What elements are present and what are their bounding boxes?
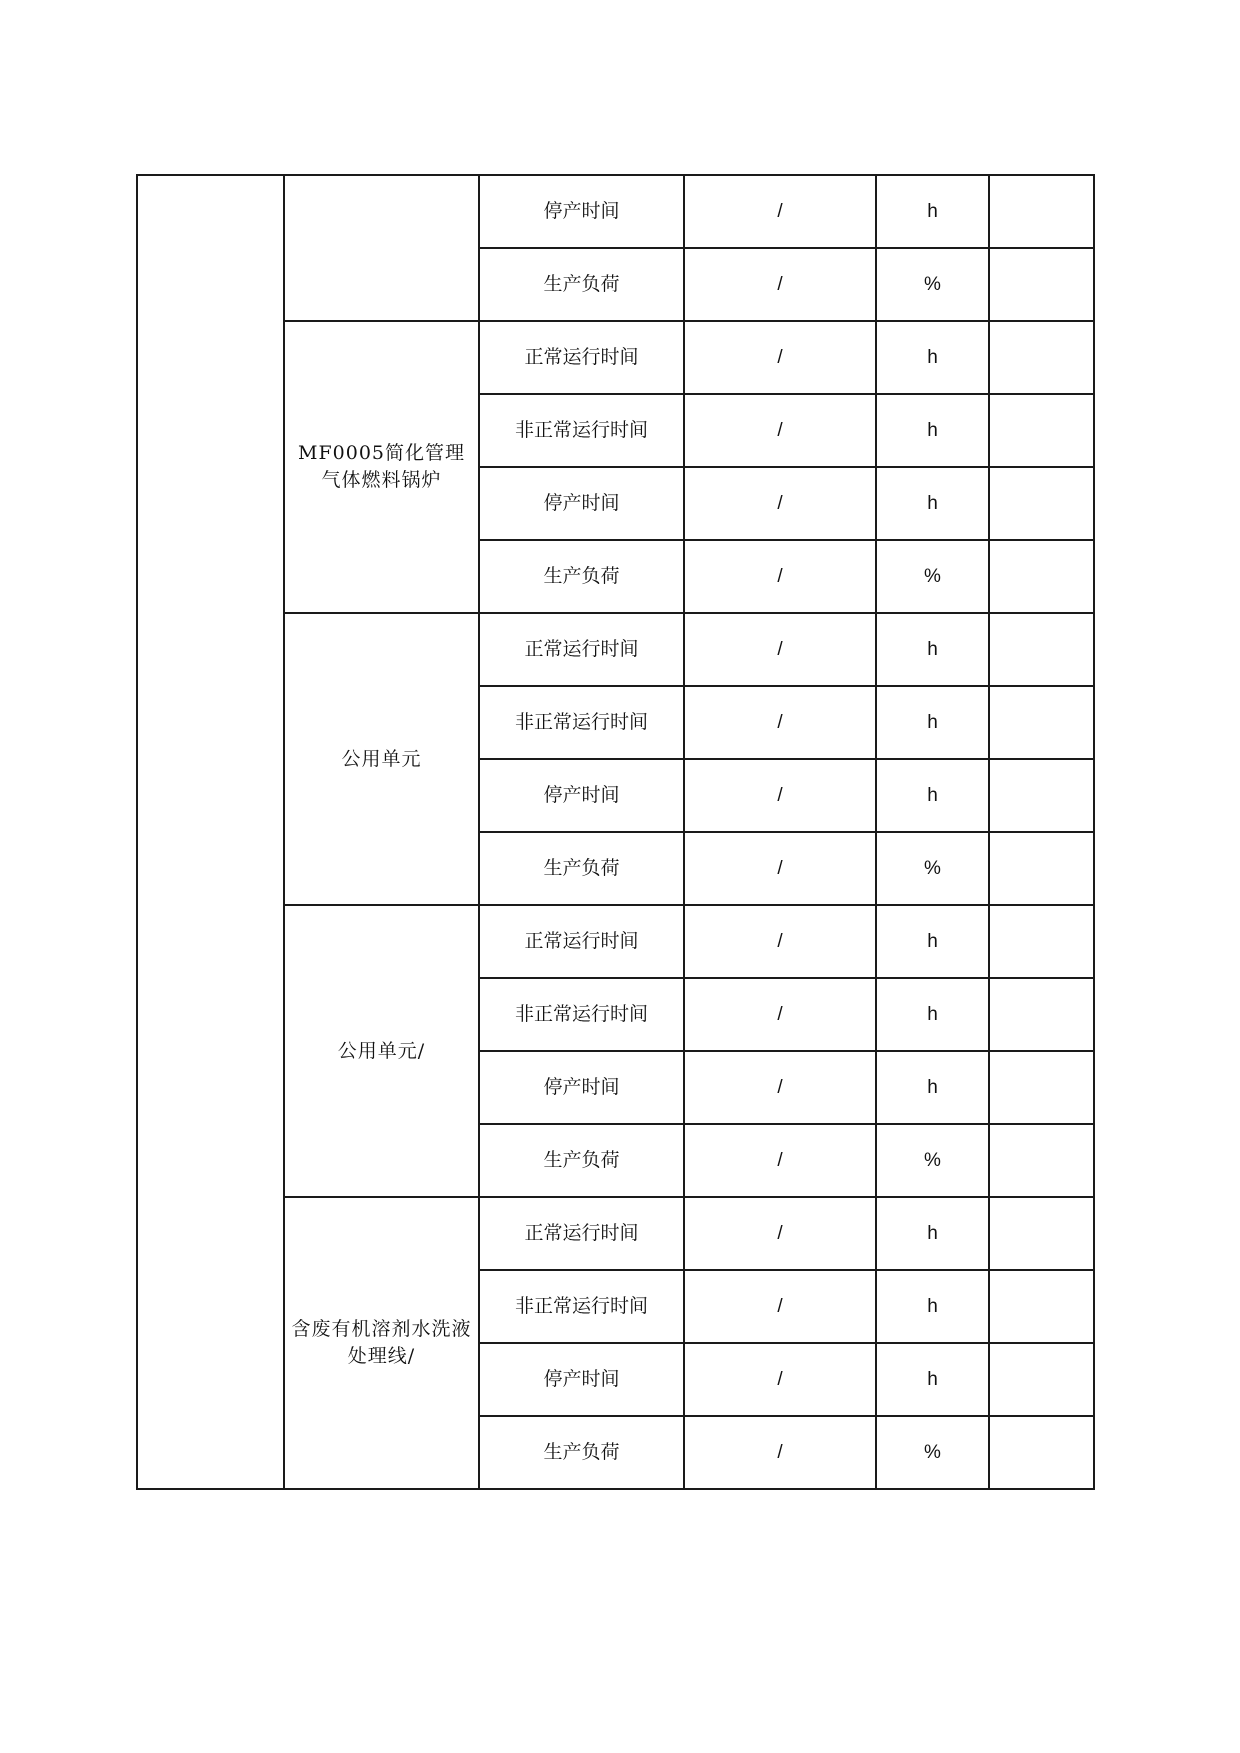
value-cell: / xyxy=(684,1416,876,1489)
metric-cell: 停产时间 xyxy=(479,1051,684,1124)
unit-name-cell xyxy=(284,321,479,613)
value-cell: / xyxy=(684,686,876,759)
unit-cell: h xyxy=(876,321,989,394)
unit-cell: h xyxy=(876,394,989,467)
unit-cell: h xyxy=(876,1197,989,1270)
metric-cell: 非正常运行时间 xyxy=(479,978,684,1051)
note-cell xyxy=(989,394,1094,467)
unit-cell: h xyxy=(876,175,989,248)
metric-cell: 停产时间 xyxy=(479,759,684,832)
unit-cell: h xyxy=(876,686,989,759)
unit-cell: h xyxy=(876,613,989,686)
unit-cell: % xyxy=(876,1124,989,1197)
unit-cell: h xyxy=(876,978,989,1051)
unit-cell: h xyxy=(876,467,989,540)
value-cell: / xyxy=(684,832,876,905)
note-cell xyxy=(989,467,1094,540)
value-cell: / xyxy=(684,1270,876,1343)
value-cell: / xyxy=(684,1051,876,1124)
note-cell xyxy=(989,1197,1094,1270)
category-cell xyxy=(137,175,284,1489)
metric-cell: 正常运行时间 xyxy=(479,1197,684,1270)
note-cell xyxy=(989,321,1094,394)
unit-name-cell xyxy=(284,175,479,321)
unit-cell: % xyxy=(876,248,989,321)
note-cell xyxy=(989,613,1094,686)
unit-cell: h xyxy=(876,759,989,832)
note-cell xyxy=(989,175,1094,248)
metric-cell: 生产负荷 xyxy=(479,1416,684,1489)
operation-status-table xyxy=(136,174,1095,1490)
value-cell: / xyxy=(684,978,876,1051)
value-cell: / xyxy=(684,394,876,467)
unit-name-text: 公用单元 xyxy=(341,747,422,770)
value-cell: / xyxy=(684,905,876,978)
note-cell xyxy=(989,1051,1094,1124)
unit-name-cell xyxy=(284,1197,479,1489)
note-cell xyxy=(989,905,1094,978)
note-cell xyxy=(989,978,1094,1051)
note-cell xyxy=(989,1343,1094,1416)
note-cell xyxy=(989,759,1094,832)
value-cell: / xyxy=(684,540,876,613)
note-cell xyxy=(989,1124,1094,1197)
metric-cell: 正常运行时间 xyxy=(479,321,684,394)
value-cell: / xyxy=(684,1343,876,1416)
value-cell: / xyxy=(684,1124,876,1197)
value-cell: / xyxy=(684,613,876,686)
metric-cell: 停产时间 xyxy=(479,467,684,540)
metric-cell: 生产负荷 xyxy=(479,1124,684,1197)
metric-cell: 正常运行时间 xyxy=(479,905,684,978)
metric-cell: 停产时间 xyxy=(479,175,684,248)
unit-name-cell xyxy=(284,613,479,905)
note-cell xyxy=(989,832,1094,905)
unit-cell: h xyxy=(876,1270,989,1343)
metric-cell: 生产负荷 xyxy=(479,248,684,321)
table-row xyxy=(137,175,1094,248)
note-cell xyxy=(989,1416,1094,1489)
metric-cell: 非正常运行时间 xyxy=(479,686,684,759)
metric-cell: 非正常运行时间 xyxy=(479,394,684,467)
unit-cell: h xyxy=(876,1051,989,1124)
unit-cell: % xyxy=(876,832,989,905)
unit-name-text: 含废有机溶剂水洗液处理线/ xyxy=(291,1318,472,1367)
unit-cell: % xyxy=(876,540,989,613)
metric-cell: 非正常运行时间 xyxy=(479,1270,684,1343)
unit-cell: % xyxy=(876,1416,989,1489)
value-cell: / xyxy=(684,248,876,321)
value-cell: / xyxy=(684,175,876,248)
note-cell xyxy=(989,540,1094,613)
metric-cell: 生产负荷 xyxy=(479,540,684,613)
value-cell: / xyxy=(684,1197,876,1270)
value-cell: / xyxy=(684,467,876,540)
unit-cell: h xyxy=(876,905,989,978)
unit-name-text: 公用单元/ xyxy=(337,1039,426,1062)
note-cell xyxy=(989,248,1094,321)
metric-cell: 停产时间 xyxy=(479,1343,684,1416)
note-cell xyxy=(989,1270,1094,1343)
unit-cell: h xyxy=(876,1343,989,1416)
metric-cell: 正常运行时间 xyxy=(479,613,684,686)
unit-name-cell xyxy=(284,905,479,1197)
unit-name-text: MF0005简化管理气体燃料锅炉 xyxy=(298,442,465,491)
value-cell: / xyxy=(684,321,876,394)
value-cell: / xyxy=(684,759,876,832)
table-body xyxy=(137,175,1094,1489)
metric-cell: 生产负荷 xyxy=(479,832,684,905)
note-cell xyxy=(989,686,1094,759)
